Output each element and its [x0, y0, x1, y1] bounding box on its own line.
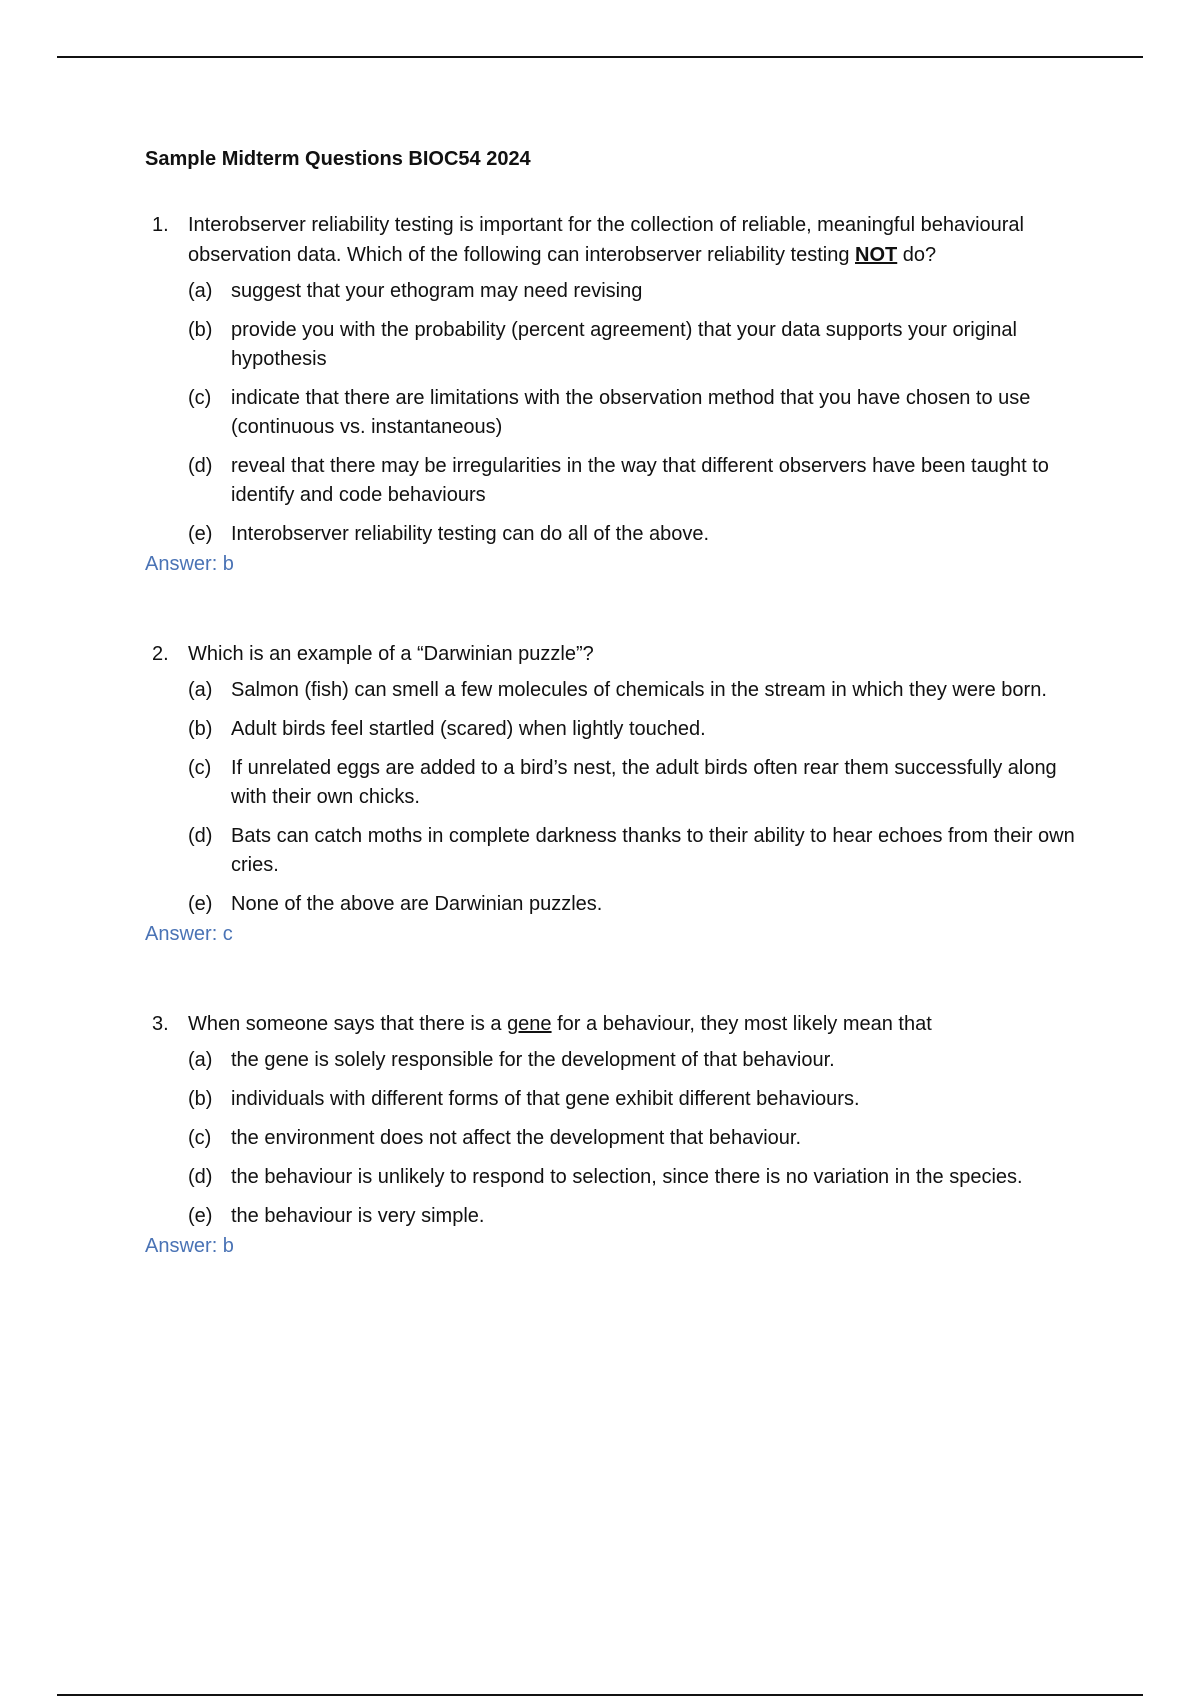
question-number: 1. — [152, 214, 169, 236]
option-c — [188, 1124, 1095, 1153]
question-1 — [145, 210, 1095, 577]
bottom-rule — [57, 1694, 1143, 1696]
option-d — [188, 822, 1095, 880]
stem-text: When someone says that there is a — [188, 1013, 508, 1035]
option-text: suggest that your ethogram may need revising — [231, 280, 643, 302]
question-stem — [145, 639, 1095, 669]
option-text: If unrelated eggs are added to a bird’s nest, the adult birds often rear them successfully along with their own chicks. — [231, 757, 1057, 808]
option-text: Interobserver reliability testing can do all of the above. — [231, 523, 710, 545]
option-letter: (d) — [188, 1166, 213, 1188]
stem-text-end: do? — [897, 244, 937, 266]
stem-emphasis: NOT — [855, 244, 898, 266]
question-number: 3. — [152, 1013, 169, 1035]
option-e — [188, 1202, 1095, 1231]
option-letter: (e) — [188, 1205, 213, 1227]
option-d — [188, 1163, 1095, 1192]
option-letter: (b) — [188, 1088, 213, 1110]
option-text: Salmon (fish) can smell a few molecules of chemicals in the stream in which they were born. — [231, 679, 1047, 701]
option-list — [145, 676, 1095, 919]
stem-text: Which is an example of a “Darwinian puzzle”? — [188, 643, 594, 665]
answer-key: Answer: c — [145, 923, 233, 945]
option-a — [188, 1046, 1095, 1075]
document-title: Sample Midterm Questions BIOC54 2024 — [145, 148, 531, 170]
option-list — [145, 1046, 1095, 1231]
option-e — [188, 520, 1095, 549]
option-a — [188, 277, 1095, 306]
option-text: None of the above are Darwinian puzzles. — [231, 893, 603, 915]
option-list — [145, 277, 1095, 549]
option-c — [188, 384, 1095, 442]
top-rule — [57, 56, 1143, 58]
question-3 — [145, 1009, 1095, 1259]
option-text: Adult birds feel startled (scared) when lightly touched. — [231, 718, 706, 740]
question-2 — [145, 639, 1095, 947]
question-stem — [145, 210, 1095, 270]
option-a — [188, 676, 1095, 705]
option-letter: (b) — [188, 718, 213, 740]
option-text: the behaviour is unlikely to respond to selection, since there is no variation in the species. — [231, 1166, 1023, 1188]
answer-key: Answer: b — [145, 553, 234, 575]
option-text: provide you with the probability (percent agreement) that your data supports your original hypothesis — [231, 319, 1017, 370]
option-e — [188, 890, 1095, 919]
stem-text-end: for a behaviour, they most likely mean that — [551, 1013, 932, 1035]
option-letter: (c) — [188, 1127, 212, 1149]
question-stem — [145, 1009, 1095, 1039]
option-letter: (e) — [188, 893, 213, 915]
option-b — [188, 316, 1095, 374]
answer-key: Answer: b — [145, 1235, 234, 1257]
option-letter: (d) — [188, 455, 213, 477]
option-text: reveal that there may be irregularities in the way that different observers have been taught to identify and code behaviours — [231, 455, 1049, 506]
option-b — [188, 715, 1095, 744]
option-text: Bats can catch moths in complete darkness thanks to their ability to hear echoes from their own cries. — [231, 825, 1075, 876]
question-number: 2. — [152, 643, 169, 665]
stem-emphasis: gene — [507, 1013, 552, 1035]
document-page — [145, 146, 1095, 1259]
option-b — [188, 1085, 1095, 1114]
option-letter: (b) — [188, 319, 213, 341]
option-c — [188, 754, 1095, 812]
option-letter: (a) — [188, 280, 213, 302]
option-text: the gene is solely responsible for the development of that behaviour. — [231, 1049, 835, 1071]
option-letter: (c) — [188, 757, 212, 779]
option-letter: (a) — [188, 1049, 213, 1071]
option-text: the environment does not affect the development that behaviour. — [231, 1127, 802, 1149]
option-letter: (e) — [188, 523, 213, 545]
stem-text: Interobserver reliability testing is important for the collection of reliable, meaningful behavioural observation data. Which of the following can interobserver reliability testing — [188, 214, 1024, 266]
option-letter: (c) — [188, 387, 212, 409]
option-letter: (d) — [188, 825, 213, 847]
option-text: the behaviour is very simple. — [231, 1205, 485, 1227]
option-text: indicate that there are limitations with the observation method that you have chosen to use (continuous vs. instantaneous) — [231, 387, 1031, 438]
option-letter: (a) — [188, 679, 213, 701]
option-d — [188, 452, 1095, 510]
option-text: individuals with different forms of that gene exhibit different behaviours. — [231, 1088, 860, 1110]
